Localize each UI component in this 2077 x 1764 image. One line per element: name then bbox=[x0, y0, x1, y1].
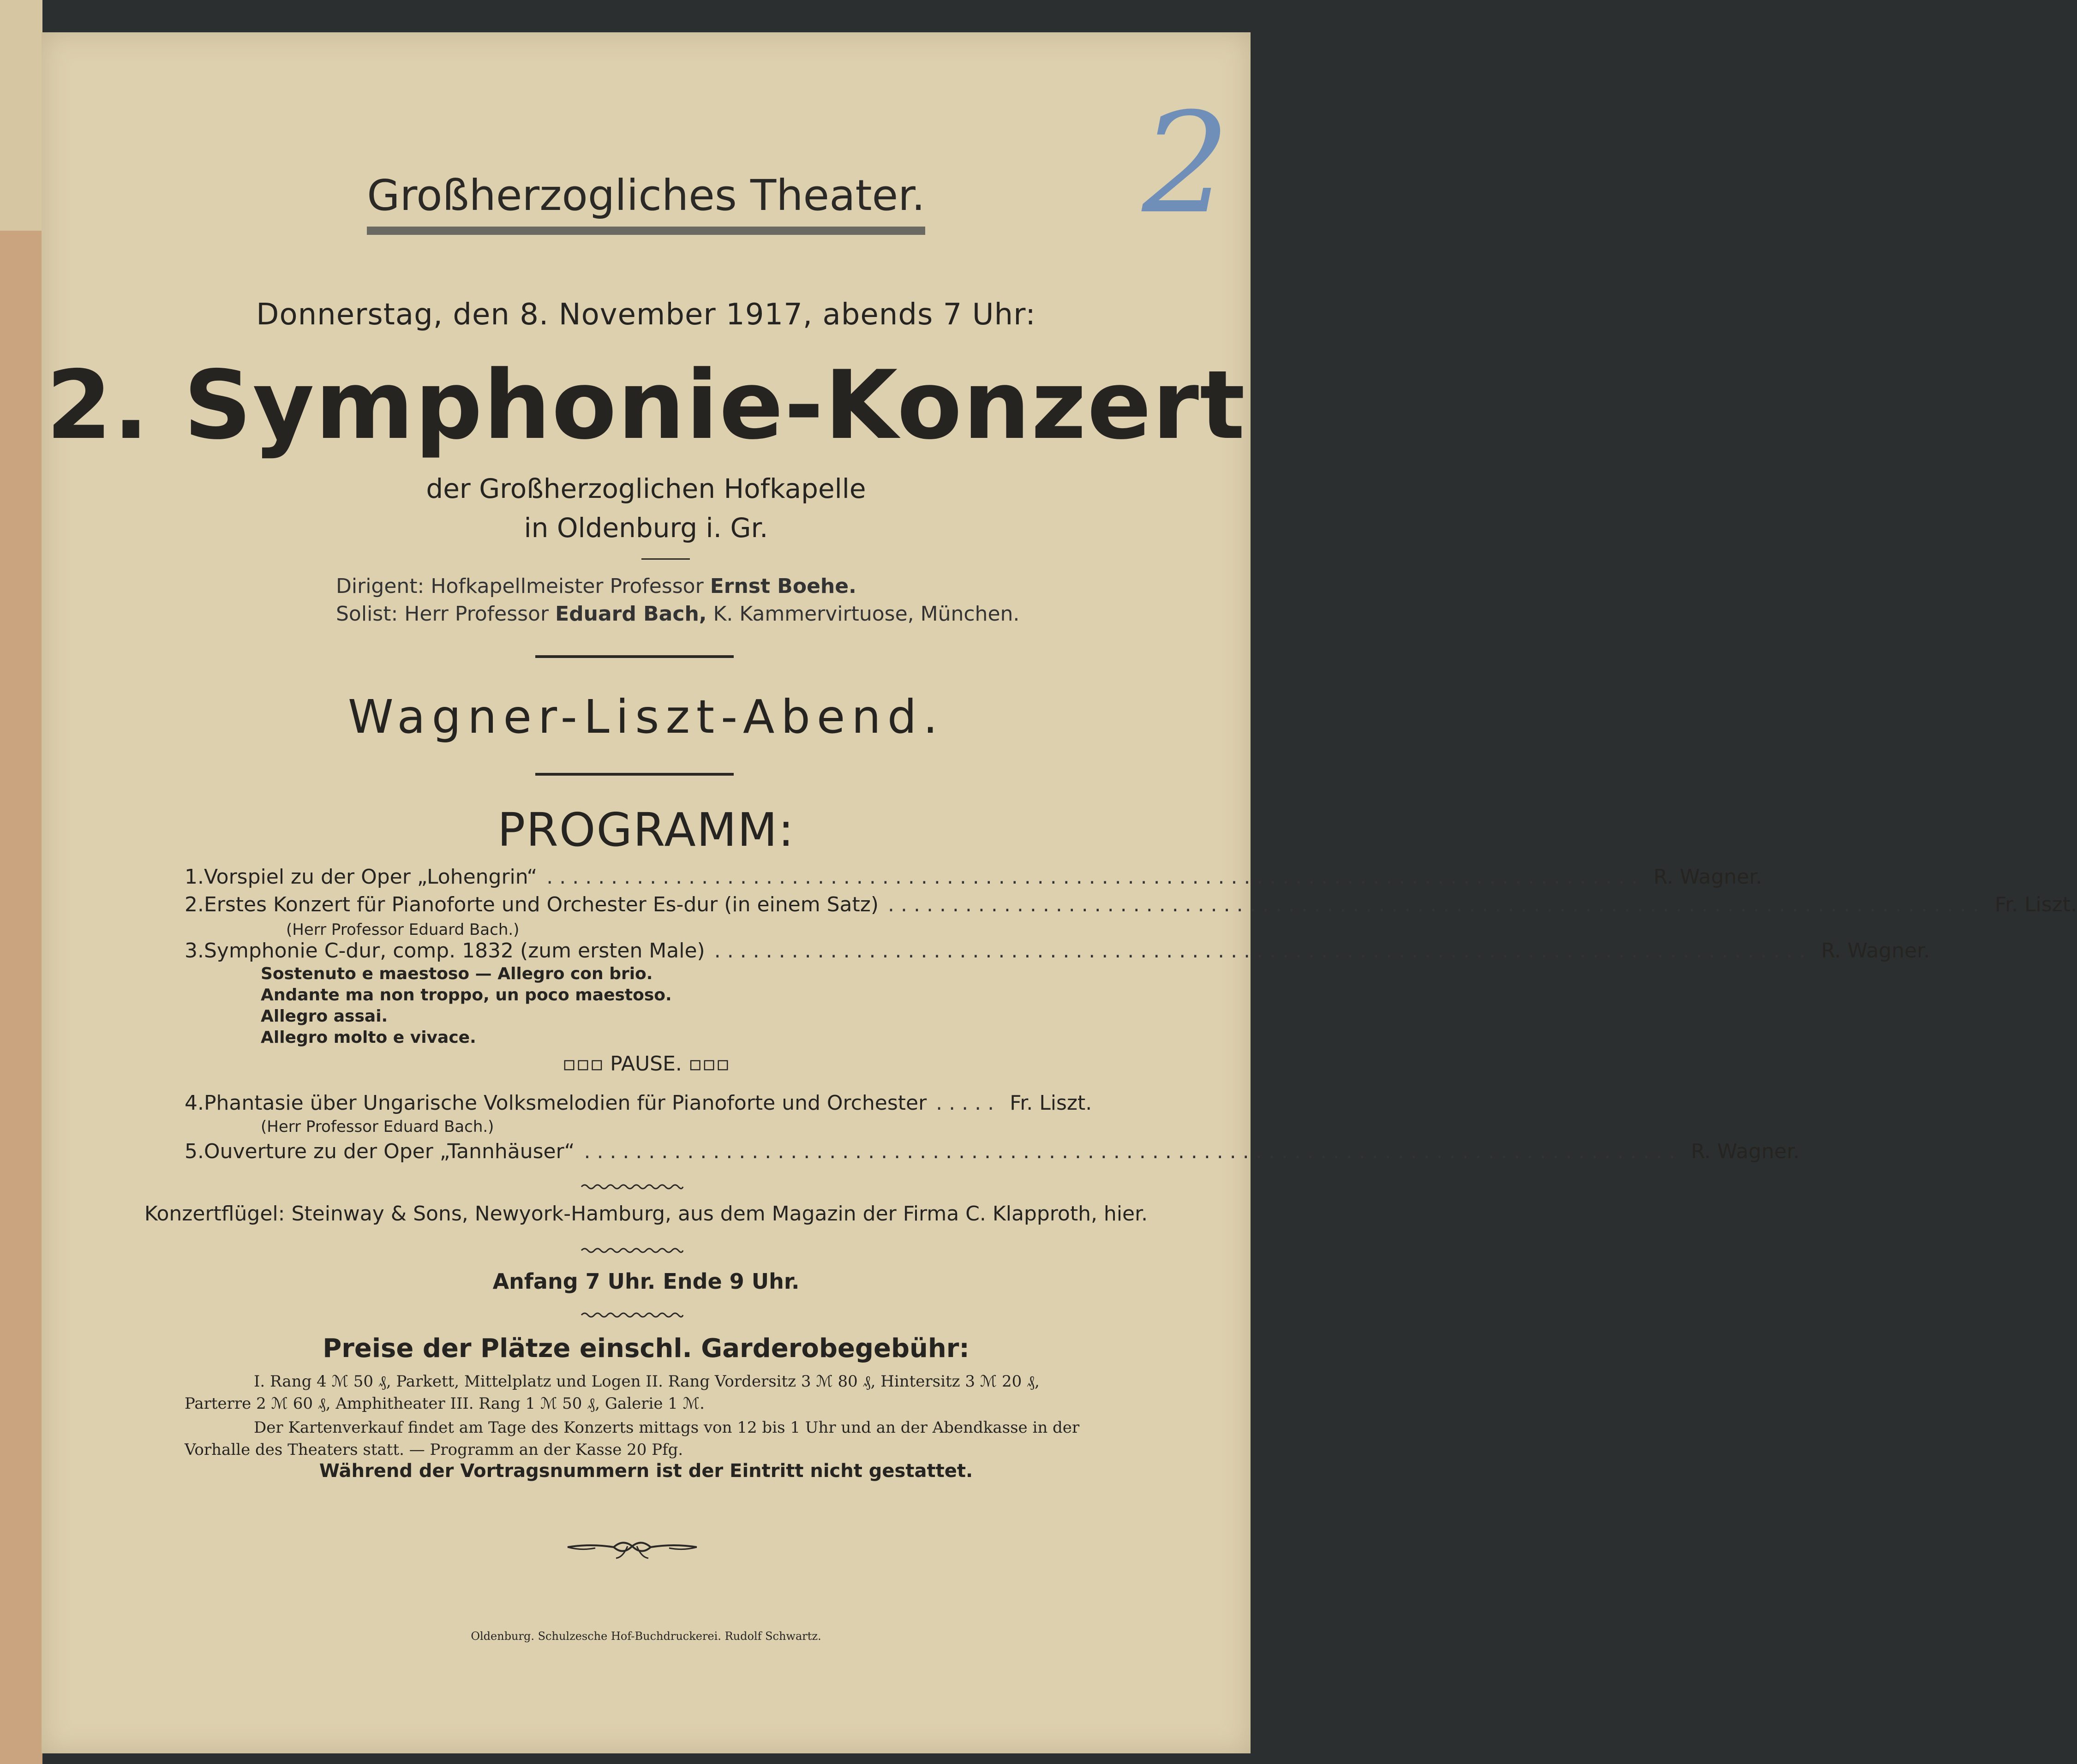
leader-dots: ..................................................................................... bbox=[714, 939, 1812, 963]
soloist-line bbox=[336, 602, 1019, 626]
printer-imprint: Oldenburg. Schulzesche Hof-Buchdruckerei. Rudolf Schwartz. bbox=[471, 1630, 821, 1643]
leader-dots: ..................................................................................... bbox=[584, 1140, 1682, 1163]
item-composer: Fr. Liszt. bbox=[1010, 1091, 1092, 1115]
short-divider bbox=[641, 558, 690, 560]
folio-number: 2 bbox=[1142, 83, 1230, 244]
binding-edge bbox=[0, 0, 42, 240]
theater-heading bbox=[42, 171, 1251, 235]
item-number: 3. bbox=[185, 939, 204, 963]
program-item bbox=[185, 939, 1930, 963]
evening-title: Wagner-Liszt-Abend. bbox=[347, 690, 945, 744]
item-title: Ouverture zu der Oper „Tannhäuser“ bbox=[204, 1140, 575, 1163]
program-item bbox=[185, 893, 2077, 916]
soloist-prefix: Solist: Herr Professor bbox=[336, 602, 549, 626]
item-title: Symphonie C-dur, comp. 1832 (zum ersten Male) bbox=[204, 939, 705, 963]
conductor-name: Ernst Boehe. bbox=[710, 574, 856, 598]
ticket-sale-text: Der Kartenverkauf findet am Tage des Konzerts mittags von 12 bis 1 Uhr und an der Abendkasse in der Vorhalle des Theaters statt. — Programm an der Kasse 20 Pfg. bbox=[185, 1418, 1080, 1459]
prices-heading: Preise der Plätze einschl. Garderobegebühr: bbox=[323, 1333, 970, 1363]
item-composer: R. Wagner. bbox=[1691, 1140, 1800, 1163]
theater-name: Großherzogliches Theater. bbox=[367, 171, 925, 235]
conductor-prefix: Dirigent: Hofkapellmeister Professor bbox=[336, 574, 704, 598]
program-heading: PROGRAMM: bbox=[497, 803, 795, 857]
leader-dots: ..... bbox=[936, 1091, 1001, 1115]
start-end-times: Anfang 7 Uhr. Ende 9 Uhr. bbox=[492, 1269, 800, 1294]
movement-line: Andante ma non troppo, un poco maestoso. bbox=[261, 986, 672, 1005]
entry-notice: Während der Vortragsnummern ist der Eintritt nicht gestattet. bbox=[319, 1460, 973, 1482]
location-line: in Oldenburg i. Gr. bbox=[524, 512, 768, 544]
movement-line: Allegro assai. bbox=[261, 1007, 388, 1026]
wave-divider bbox=[581, 1246, 683, 1255]
soloist-suffix: K. Kammervirtuose, München. bbox=[713, 602, 1020, 626]
orchestra-line: der Großherzoglichen Hofkapelle bbox=[426, 473, 866, 504]
item-number: 2. bbox=[185, 893, 204, 916]
item-number: 1. bbox=[185, 865, 204, 889]
item-composer: R. Wagner. bbox=[1653, 865, 1762, 889]
program-item bbox=[185, 1091, 1092, 1115]
item-soloist-note: (Herr Professor Eduard Bach.) bbox=[286, 921, 520, 939]
program-item bbox=[185, 865, 1762, 889]
binding-strip bbox=[0, 231, 42, 1764]
item-number: 5. bbox=[185, 1140, 204, 1163]
movement-line: Allegro molto e vivace. bbox=[261, 1028, 476, 1047]
date-line: Donnerstag, den 8. November 1917, abends 7 Uhr: bbox=[256, 298, 1036, 332]
item-composer: R. Wagner. bbox=[1821, 939, 1930, 963]
divider-bottom bbox=[535, 773, 734, 776]
item-title: Erstes Konzert für Pianoforte und Orchester Es-dur (in einem Satz) bbox=[204, 893, 879, 916]
program-item bbox=[185, 1140, 1800, 1163]
pause-line: ▫▫▫ PAUSE. ▫▫▫ bbox=[562, 1052, 730, 1076]
soloist-name: Eduard Bach, bbox=[555, 602, 707, 626]
movement-line: Sostenuto e maestoso — Allegro con brio. bbox=[261, 964, 653, 983]
concert-title: 2. Symphonie-Konzert bbox=[46, 351, 1246, 460]
wave-divider bbox=[581, 1182, 683, 1191]
leader-dots: ..................................................................................... bbox=[888, 893, 1986, 916]
item-composer: Fr. Liszt. bbox=[1994, 893, 2077, 916]
item-number: 4. bbox=[185, 1091, 204, 1115]
piano-note: Konzertflügel: Steinway & Sons, Newyork-Hamburg, aus dem Magazin der Firma C. Klapproth, hier. bbox=[144, 1202, 1148, 1226]
conductor-line bbox=[336, 574, 856, 598]
item-title: Phantasie über Ungarische Volksmelodien für Pianoforte und Orchester bbox=[204, 1091, 927, 1115]
ribbon-ornament-icon bbox=[563, 1530, 701, 1562]
leader-dots: ..................................................................................... bbox=[546, 865, 1645, 889]
divider-top bbox=[535, 655, 734, 658]
item-title: Vorspiel zu der Oper „Lohengrin“ bbox=[204, 865, 538, 889]
item-soloist-note: (Herr Professor Eduard Bach.) bbox=[261, 1118, 494, 1136]
prices-text: I. Rang 4 ℳ 50 ₰, Parkett, Mittelplatz und Logen II. Rang Vordersitz 3 ℳ 80 ₰, Hintersitz 3 ℳ 20 ₰, Parterre 2 ℳ 60 ₰, Amphitheater III. Rang 1 ℳ 50 ₰, Galerie 1 ℳ. bbox=[185, 1372, 1040, 1413]
wave-divider bbox=[581, 1310, 683, 1320]
program-page bbox=[42, 32, 2077, 1753]
